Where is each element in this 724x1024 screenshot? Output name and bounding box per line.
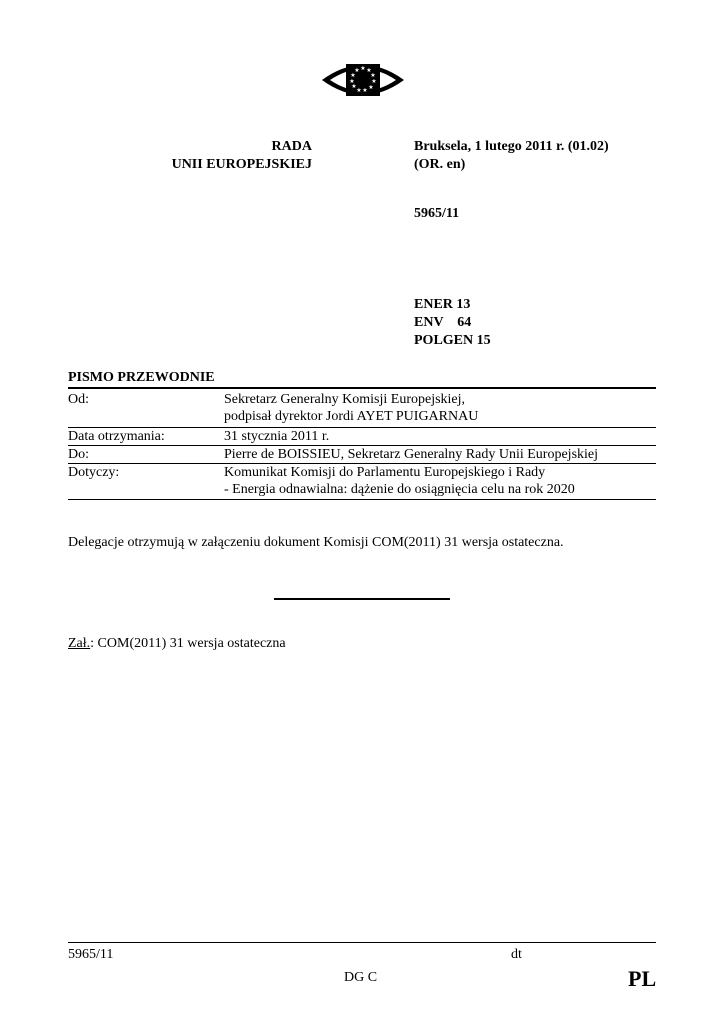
code-item: ENER 13 [414,297,471,312]
code-item: ENV 64 [414,315,472,330]
institution-line-2: UNII EUROPEJSKIEJ [171,157,312,172]
classification-codes [414,296,491,350]
footer-rule [68,942,656,943]
svg-text:★: ★ [370,72,376,79]
svg-text:★: ★ [350,72,356,79]
issuing-institution [130,138,312,174]
field-value-line: 31 stycznia 2011 r. [224,429,330,444]
field-value [224,446,598,463]
field-value-line: - Energia odnawialna: dążenie do osiągnięcia celu na rok 2020 [224,482,575,497]
svg-text:★: ★ [362,87,368,94]
field-value-line: podpisał dyrektor Jordi AYET PUIGARNAU [224,409,479,424]
row-divider [68,499,656,500]
institution-line-1: RADA [271,139,312,154]
svg-text:★: ★ [351,83,357,90]
body-paragraph: Delegacje otrzymują w załączeniu dokument Komisji COM(2011) 31 wersja ostateczna. [68,535,564,550]
enclosure-text: : COM(2011) 31 wersja ostateczna [90,636,286,651]
footer-initials: dt [511,947,522,962]
code-item: POLGEN 15 [414,333,491,348]
title-rule [68,387,656,389]
field-value [224,391,478,425]
footer-directorate: DG C [344,970,378,985]
svg-text:★: ★ [360,65,366,72]
place-date-block [414,138,609,174]
svg-text:★: ★ [366,67,372,74]
field-label: Od: [68,392,89,407]
field-value [224,428,329,445]
field-value-line: Komunikat Komisji do Parlamentu Europejskiego i Rady [224,465,546,480]
footer-doc-number: 5965/11 [68,947,114,962]
svg-text:★: ★ [371,78,377,85]
council-emblem-logo [318,56,408,104]
svg-text:★: ★ [368,84,374,91]
original-language: (OR. en) [414,157,466,172]
field-value-line: Pierre de BOISSIEU, Sekretarz Generalny Rady Unii Europejskiej [224,447,599,462]
enclosure-line [68,636,286,652]
letter-title: PISMO PRZEWODNIE [68,370,215,385]
field-label: Do: [68,447,89,462]
field-value [224,464,575,498]
field-label: Data otrzymania: [68,429,165,444]
field-value-line: Sekretarz Generalny Komisji Europejskiej, [224,392,466,407]
svg-text:★: ★ [349,78,355,85]
svg-text:★: ★ [354,67,360,74]
svg-text:★: ★ [356,87,362,94]
separator-line [274,598,450,600]
enclosure-label: Zał. [68,636,91,651]
field-label: Dotyczy: [68,465,120,480]
place-date: Bruksela, 1 lutego 2011 r. (01.02) [414,139,609,154]
document-number: 5965/11 [414,206,460,221]
footer-language-code: PL [628,966,657,991]
